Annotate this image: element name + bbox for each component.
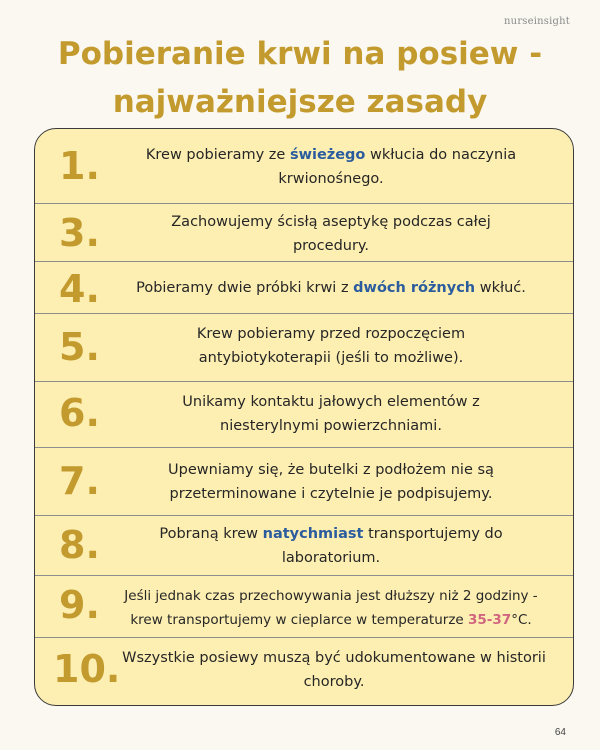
rule-row-3 [35, 203, 573, 261]
title-line-2: najważniejsze zasady [112, 84, 488, 120]
rule-row-9 [35, 575, 573, 637]
rule-text: Unikamy kontaktu jałowych elementów z niesterylnymi powierzchniami. [182, 394, 480, 434]
rule-text: Pobraną krew natychmiast transportujemy do laboratorium. [159, 526, 503, 566]
rule-number: 7. [59, 459, 100, 503]
highlight-fresh: świeżego [289, 147, 366, 163]
temperature-low: 35 [468, 612, 487, 628]
rule-text: Krew pobieramy ze świeżego wkłucia do naczynia krwionośnego. [145, 147, 517, 187]
rule-number: 6. [59, 391, 100, 435]
rule-number: 3. [59, 211, 100, 255]
rule-row-7 [35, 447, 573, 515]
rule-text: Pobieramy dwie próbki krwi z dwóch różnych wkłuć. [136, 280, 526, 296]
rule-row-1 [35, 129, 573, 203]
brand-logo: nurseinsight [504, 16, 570, 27]
rule-number: 10. [53, 647, 121, 691]
highlight-immediately: natychmiast [262, 526, 364, 542]
rule-row-8 [35, 515, 573, 575]
title-line-1: Pobieranie krwi na posiew - [57, 36, 543, 72]
highlight-two-different: dwóch różnych [353, 280, 476, 296]
page-number: 64 [554, 727, 566, 738]
rule-text: Upewniamy się, że butelki z podłożem nie są przeterminowane i czytelnie je podpisujemy. [168, 462, 494, 502]
rules-card [34, 128, 574, 706]
rule-number: 9. [59, 583, 100, 627]
rule-text: Wszystkie posiewy muszą być udokumentowane w historii choroby. [122, 650, 546, 690]
page-title [0, 30, 600, 126]
rule-number: 4. [59, 267, 100, 311]
rule-row-5 [35, 313, 573, 381]
rule-text: Krew pobieramy przed rozpoczęciem antybiotykoterapii (jeśli to możliwe). [196, 326, 466, 366]
rule-number: 8. [59, 523, 100, 567]
rule-row-6 [35, 381, 573, 447]
rule-number: 5. [59, 325, 100, 369]
rule-row-10 [35, 637, 573, 706]
rule-row-4 [35, 261, 573, 313]
rule-text: Jeśli jednak czas przechowywania jest dłuższy niż 2 godziny - krew transportujemy w cieplarce w temperaturze 35-37°C. [124, 588, 538, 628]
rule-number: 1. [59, 144, 100, 188]
rule-text: Zachowujemy ścisłą aseptykę podczas całej procedury. [171, 214, 491, 254]
temperature-high: 37 [492, 612, 512, 628]
